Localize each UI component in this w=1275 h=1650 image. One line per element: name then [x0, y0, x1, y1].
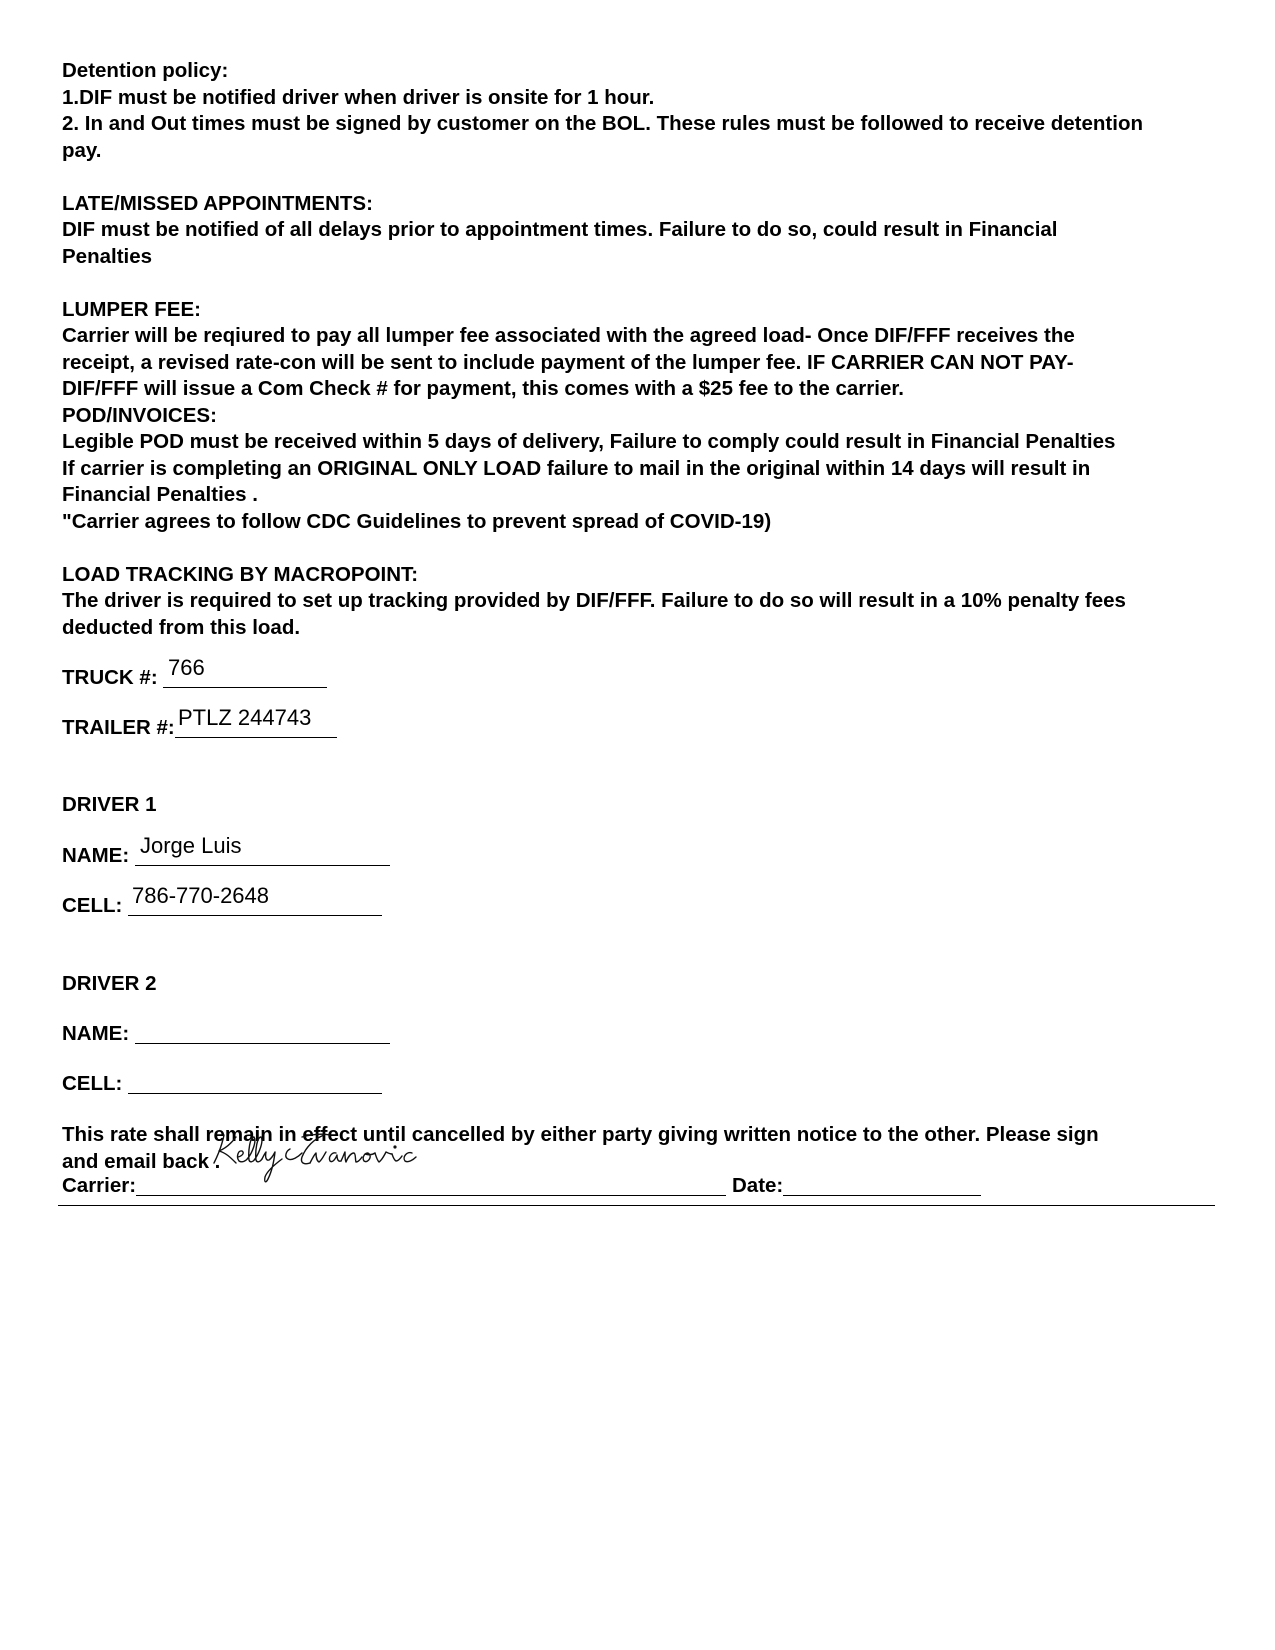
- pod-heading: POD/INVOICES:: [62, 403, 217, 427]
- driver1-cell-field: [62, 882, 1212, 919]
- spacer: [62, 1047, 1212, 1071]
- rate-confirmation-terms: [62, 58, 1212, 1206]
- pod-text-cont: If carrier is completing an ORIGINAL ONLY LOAD failure to mail in the original within 14 days will result in: [62, 456, 1091, 480]
- driver1-name-label: NAME:: [62, 843, 130, 867]
- driver2-cell-label: CELL:: [62, 1072, 123, 1095]
- carrier-signature-line: [136, 1195, 726, 1196]
- truck-field: [62, 655, 1212, 691]
- date-label: Date:: [732, 1174, 784, 1197]
- driver2-name-underline: [135, 1043, 390, 1044]
- driver2-cell-underline: [128, 1093, 382, 1094]
- divider: [58, 1205, 1215, 1206]
- carrier-label: Carrier:: [62, 1174, 137, 1197]
- spacer: [62, 535, 1212, 562]
- late-text-cont: Penalties: [62, 244, 153, 268]
- spacer: [62, 641, 1212, 665]
- truck-underline: [163, 687, 327, 688]
- driver1-cell-underline: [128, 915, 382, 916]
- covid-text: "Carrier agrees to follow CDC Guidelines to prevent spread of COVID-19): [62, 509, 772, 533]
- driver1-name-field: [62, 832, 1212, 869]
- tracking-text: The driver is required to set up tracking provided by DIF/FFF. Failure to do so will result in a 10% penalty fees: [62, 589, 1126, 612]
- trailer-label: TRAILER #:: [62, 716, 175, 739]
- carrier-signature: [202, 1127, 502, 1187]
- pod-text-cont: Financial Penalties .: [62, 483, 258, 506]
- detention-rule-2-cont: pay.: [62, 138, 102, 162]
- driver2-heading: DRIVER 2: [62, 971, 157, 995]
- closing-text-cont: and email back .: [62, 1149, 221, 1173]
- trailer-field: [62, 705, 1212, 741]
- spacer: [62, 919, 1212, 971]
- detention-heading: Detention policy:: [62, 59, 229, 82]
- driver2-cell-field: [62, 1071, 1212, 1097]
- pod-text: Legible POD must be received within 5 days of delivery, Failure to comply could result in Financial Penalties: [62, 430, 1116, 453]
- closing-text: This rate shall remain in effect until cancelled by either party giving written notice to the other. Please sign: [62, 1123, 1099, 1146]
- tracking-text-cont: deducted from this load.: [62, 615, 301, 639]
- driver1-cell-label: CELL:: [62, 893, 123, 917]
- truck-value[interactable]: 766: [168, 655, 205, 680]
- lumper-text-cont: receipt, a revised rate-con will be sent to include payment of the lumper fee. IF CARRIER CAN NOT PAY-: [62, 350, 1074, 374]
- trailer-value[interactable]: PTLZ 244743: [178, 705, 312, 730]
- late-heading: LATE/MISSED APPOINTMENTS:: [62, 191, 373, 215]
- driver2-name-field: [62, 1021, 1212, 1047]
- driver2-name-label: NAME:: [62, 1022, 130, 1045]
- driver1-name-underline: [135, 865, 390, 866]
- spacer: [62, 997, 1212, 1021]
- driver1-cell-value[interactable]: 786-770-2648: [132, 882, 270, 908]
- detention-rule-1: 1.DIF must be notified driver when driver is onsite for 1 hour.: [62, 85, 655, 109]
- driver1-name-value[interactable]: Jorge Luis: [140, 832, 242, 858]
- lumper-text-cont: DIF/FFF will issue a Com Check # for payment, this comes with a $25 fee to the carrier.: [62, 377, 904, 400]
- spacer: [62, 270, 1212, 297]
- lumper-text: Carrier will be reqiured to pay all lumper fee associated with the agreed load- Once DIF/FFF receives the: [62, 324, 1075, 347]
- tracking-heading: LOAD TRACKING BY MACROPOINT:: [62, 562, 419, 586]
- spacer: [62, 741, 1212, 792]
- detention-rule-2: 2. In and Out times must be signed by customer on the BOL. These rules must be followed to receive detention: [62, 112, 1143, 135]
- trailer-underline: [175, 737, 337, 738]
- truck-label: TRUCK #:: [62, 666, 158, 689]
- late-text: DIF must be notified of all delays prior to appointment times. Failure to do so, could result in Financial: [62, 218, 1058, 241]
- lumper-heading: LUMPER FEE:: [62, 297, 201, 321]
- spacer: [62, 1097, 1212, 1122]
- driver1-heading: DRIVER 1: [62, 793, 157, 816]
- date-line[interactable]: [783, 1195, 981, 1196]
- spacer: [62, 164, 1212, 191]
